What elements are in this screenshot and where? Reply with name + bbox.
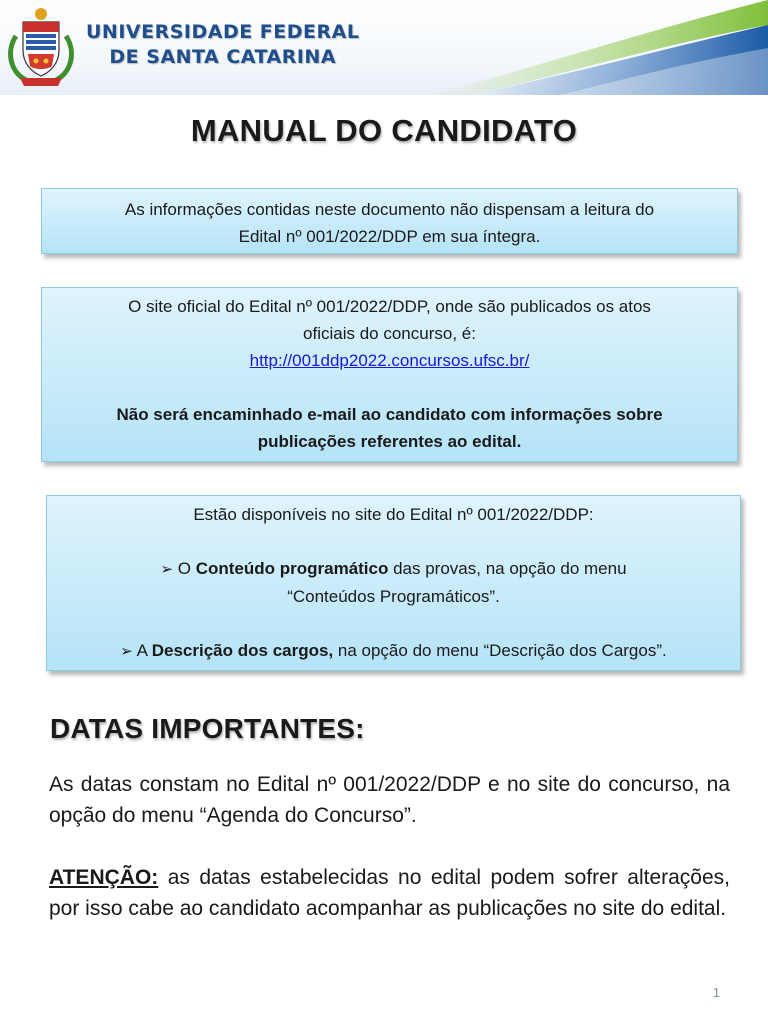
bullet-bold-term: Conteúdo programático xyxy=(195,559,389,578)
available-intro: Estão disponíveis no site do Edital nº 001/2022/DDP: xyxy=(193,505,594,524)
notice-line: Edital nº 001/2022/DDP em sua íntegra. xyxy=(238,227,541,246)
email-warning-line: Não será encaminhado e-mail ao candidato com informações sobre xyxy=(116,405,663,424)
notice-line: As informações contidas neste documento não dispensam a leitura do xyxy=(124,200,655,219)
site-info-line: O site oficial do Edital nº 001/2022/DDP, onde são publicados os atos xyxy=(128,297,651,316)
bullet-continuation: “Conteúdos Programáticos”. xyxy=(287,587,500,606)
official-site-box xyxy=(41,287,738,462)
bullet-item-descricao xyxy=(47,637,740,665)
notice-box-edital xyxy=(41,188,738,254)
attention-paragraph xyxy=(49,862,730,924)
attention-label: ATENÇÃO: xyxy=(49,866,159,889)
bullet-item-conteudo xyxy=(47,555,740,583)
arrow-bullet-icon: ➢ xyxy=(160,561,174,578)
university-name-line2: DE SANTA CATARINA xyxy=(109,46,337,68)
ufsc-logo-icon xyxy=(6,6,76,88)
dates-paragraph: As datas constam no Edital nº 001/2022/DDP e no site do concurso, na opção do menu “Agenda do Concurso”. xyxy=(49,773,730,827)
university-name-line1: UNIVERSIDADE FEDERAL xyxy=(86,21,360,43)
attention-text: as datas estabelecidas no edital podem sofrer alterações, por isso cabe ao candidato acompanhar as publicações no site do edital. xyxy=(49,866,730,920)
page-title: MANUAL DO CANDIDATO xyxy=(190,113,578,148)
dates-heading: DATAS IMPORTANTES: xyxy=(50,713,365,744)
page-number: 1 xyxy=(712,985,720,1000)
bullet-rest: na opção do menu “Descrição dos Cargos”. xyxy=(333,641,667,660)
available-content-box xyxy=(46,495,741,671)
university-name xyxy=(86,20,359,70)
bullet-prefix: A xyxy=(136,641,152,660)
bullet-prefix: O xyxy=(177,559,196,578)
official-site-link[interactable]: http://001ddp2022.concursos.ufsc.br/ xyxy=(249,351,530,370)
bullet-rest: das provas, na opção do menu xyxy=(388,559,627,578)
site-info-line: oficiais do concurso, é: xyxy=(303,324,476,343)
bullet-bold-term: Descrição dos cargos, xyxy=(151,641,334,660)
arrow-bullet-icon: ➢ xyxy=(120,643,133,660)
email-warning-line: publicações referentes ao edital. xyxy=(257,432,522,451)
header-banner xyxy=(0,0,768,95)
